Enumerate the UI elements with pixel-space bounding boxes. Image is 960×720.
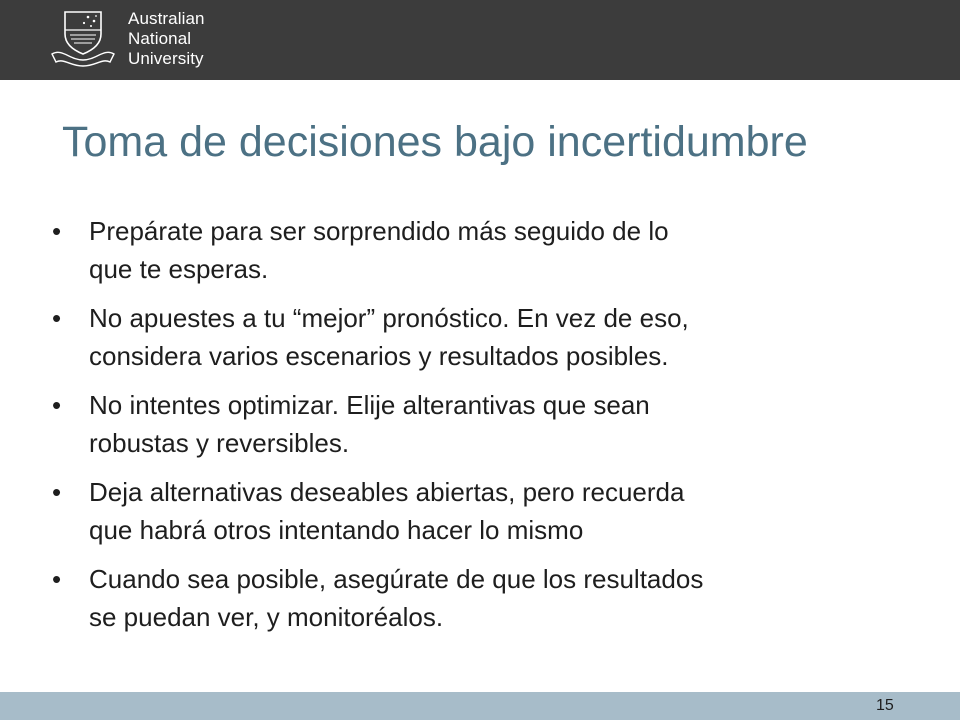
university-logo (48, 6, 205, 72)
logo-line-3: University (128, 49, 204, 68)
footer-bar (0, 692, 960, 720)
bullet-line: Cuando sea posible, asegúrate de que los resultados (89, 564, 704, 594)
bullet-item (48, 299, 928, 375)
bullet-line: Prepárate para ser sorprendido más seguido de lo (89, 216, 669, 246)
bullet-icon: • (52, 216, 62, 246)
logo-line-1: Australian (128, 9, 205, 28)
bullet-item (48, 473, 928, 549)
bullet-icon: • (52, 477, 62, 507)
logo-wordmark (128, 9, 205, 69)
bullet-line: Deja alternativas deseables abiertas, pero recuerda (89, 477, 685, 507)
bullet-icon: • (52, 303, 62, 333)
logo-line-2: National (128, 29, 192, 48)
bullet-item (48, 560, 928, 636)
header-bar (0, 0, 960, 80)
bullet-line: No apuestes a tu “mejor” pronóstico. En vez de eso, (89, 303, 689, 333)
anu-crest-icon (48, 8, 118, 70)
page-number: 15 (876, 697, 894, 714)
bullet-line: considera varios escenarios y resultados posibles. (89, 341, 669, 371)
bullet-line: que te esperas. (89, 254, 269, 284)
bullet-line: No intentes optimizar. Elije alterantivas que sean (89, 390, 650, 420)
bullet-line: se puedan ver, y monitoréalos. (89, 602, 444, 632)
bullet-icon: • (52, 390, 62, 420)
bullet-item (48, 212, 928, 288)
bullet-icon: • (52, 564, 62, 594)
slide-title: Toma de decisiones bajo incertidumbre (62, 118, 808, 166)
bullet-line: que habrá otros intentando hacer lo mismo (89, 515, 584, 545)
bullet-line: robustas y reversibles. (89, 428, 350, 458)
bullet-list (48, 212, 928, 647)
bullet-item (48, 386, 928, 462)
